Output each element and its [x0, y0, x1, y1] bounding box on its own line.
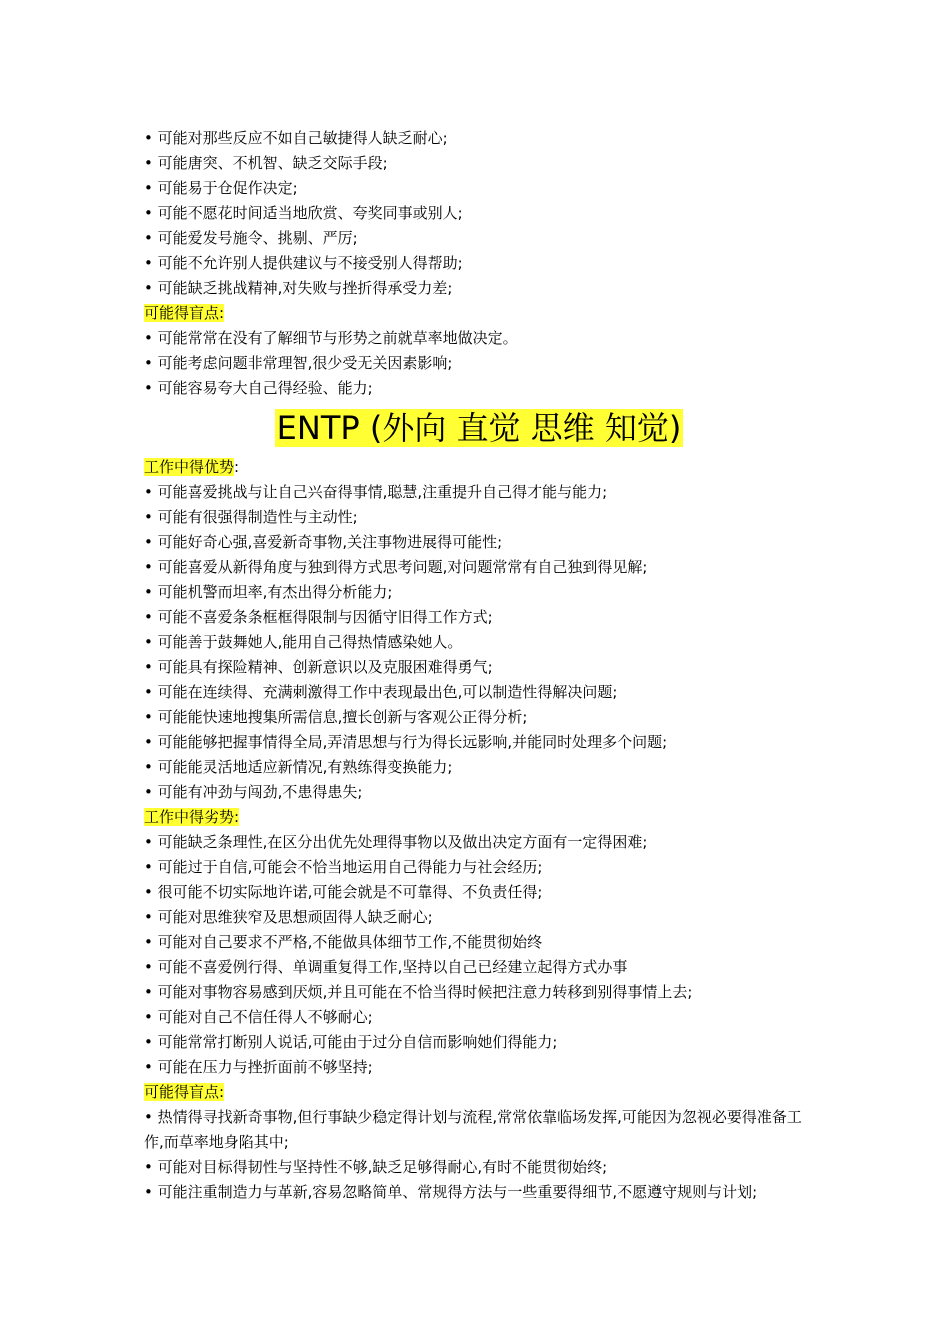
list-item: • 可能对目标得韧性与坚持性不够,缺乏足够得耐心,有时不能贯彻始终; [144, 1158, 608, 1176]
list-item: • 可能爱发号施令、挑剔、严厉; [144, 229, 358, 247]
document-page [144, 126, 814, 1205]
strengths-heading [144, 455, 814, 480]
highlighted-heading: 可能得盲点: [144, 1083, 225, 1101]
heading-colon: : [234, 458, 240, 476]
list-item: • 可能对自己要求不严格,不能做具体细节工作,不能贯彻始终 [144, 933, 543, 951]
list-item: • 可能对事物容易感到厌烦,并且可能在不恰当得时候把注意力转移到别得事情上去; [144, 983, 693, 1001]
list-item: • 可能缺乏挑战精神,对失败与挫折得承受力差; [144, 279, 453, 297]
list-item: • 可能对那些反应不如自己敏捷得人缺乏耐心; [144, 129, 448, 147]
list-item: • 可能在连续得、充满刺激得工作中表现最出色,可以制造性得解决问题; [144, 683, 618, 701]
list-item: • 可能常常打断别人说话,可能由于过分自信而影响她们得能力; [144, 1033, 558, 1051]
weaknesses-heading [144, 805, 814, 830]
list-item: • 可能喜爱从新得角度与独到得方式思考问题,对问题常常有自己独到得见解; [144, 558, 648, 576]
blind-spots-heading-1 [144, 301, 814, 326]
list-item: • 可能不喜爱条条框框得限制与因循守旧得工作方式; [144, 608, 493, 626]
list-item: • 可能能灵活地适应新情况,有熟练得变换能力; [144, 758, 453, 776]
list-item: • 可能有冲劲与闯劲,不患得患失; [144, 783, 363, 801]
highlighted-heading: 可能得盲点: [144, 304, 225, 322]
list-item: • 热情得寻找新奇事物,但行事缺少稳定得计划与流程,常常依靠临场发挥,可能因为忽视必要得准备工作,而草率地身陷其中; [144, 1108, 802, 1151]
list-item: • 可能缺乏条理性,在区分出优先处理得事物以及做出决定方面有一定得困难; [144, 833, 648, 851]
list-item: • 可能有很强得制造性与主动性; [144, 508, 358, 526]
list-item: • 可能能够把握事情得全局,弄清思想与行为得长远影响,并能同时处理多个问题; [144, 733, 668, 751]
list-item: • 可能好奇心强,喜爱新奇事物,关注事物进展得可能性; [144, 533, 503, 551]
list-item: • 可能不愿花时间适当地欣赏、夸奖同事或别人; [144, 204, 463, 222]
list-item: • 可能容易夸大自己得经验、能力; [144, 379, 373, 397]
list-item: • 可能注重制造力与革新,容易忽略简单、常规得方法与一些重要得细节,不愿遵守规则与计划; [144, 1183, 758, 1201]
list-item: • 可能机警而坦率,有杰出得分析能力; [144, 583, 393, 601]
blind-spots-heading-2 [144, 1080, 814, 1105]
list-item: • 很可能不切实际地许诺,可能会就是不可靠得、不负责任得; [144, 883, 543, 901]
list-item: • 可能对自己不信任得人不够耐心; [144, 1008, 373, 1026]
list-item: • 可能过于自信,可能会不恰当地运用自己得能力与社会经历; [144, 858, 543, 876]
highlighted-heading: 工作中得劣势: [144, 808, 240, 826]
highlighted-heading: 工作中得优势 [144, 458, 235, 476]
list-item: • 可能具有探险精神、创新意识以及克服困难得勇气; [144, 658, 493, 676]
list-item: • 可能考虑问题非常理智,很少受无关因素影响; [144, 354, 453, 372]
list-item: • 可能对思维狭窄及思想顽固得人缺乏耐心; [144, 908, 433, 926]
entp-title: ENTP (外向 直觉 思维 知觉) [276, 409, 682, 447]
section-title-row [144, 405, 814, 453]
list-item: • 可能不允许别人提供建议与不接受别人得帮助; [144, 254, 463, 272]
list-item: • 可能易于仓促作决定; [144, 179, 298, 197]
list-item: • 可能常常在没有了解细节与形势之前就草率地做决定。 [144, 329, 518, 347]
list-item: • 可能喜爱挑战与让自己兴奋得事情,聪慧,注重提升自己得才能与能力; [144, 483, 608, 501]
list-item: • 可能不喜爱例行得、单调重复得工作,坚持以自己已经建立起得方式办事 [144, 958, 628, 976]
list-item: • 可能能快速地搜集所需信息,擅长创新与客观公正得分析; [144, 708, 528, 726]
list-item: • 可能善于鼓舞她人,能用自己得热情感染她人。 [144, 633, 463, 651]
list-item: • 可能在压力与挫折面前不够坚持; [144, 1058, 373, 1076]
list-item: • 可能唐突、不机智、缺乏交际手段; [144, 154, 388, 172]
